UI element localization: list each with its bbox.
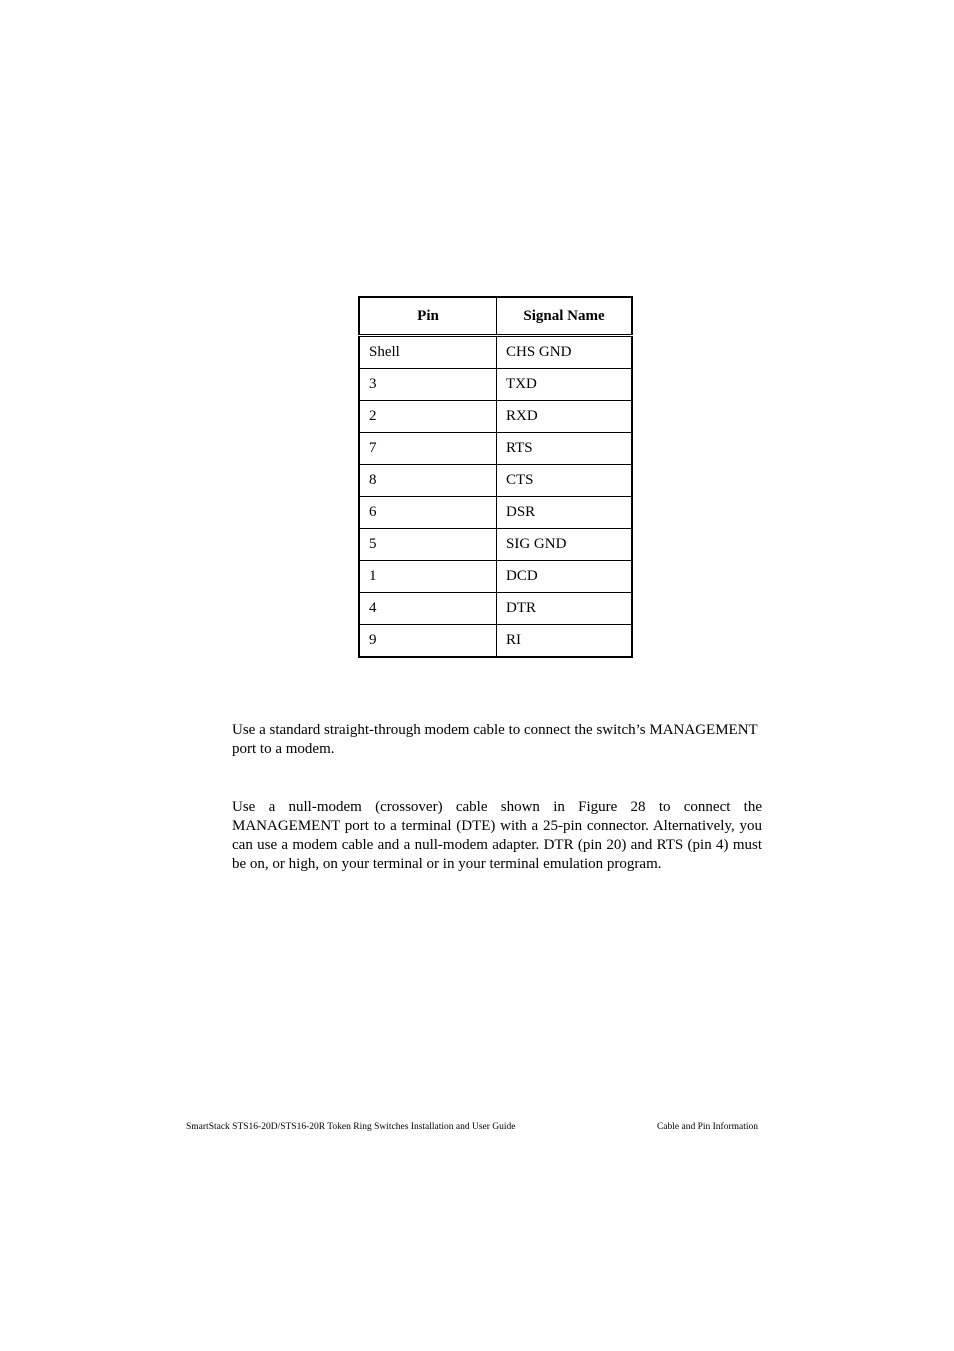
footer-chapter-title: Cable and Pin Information: [656, 1122, 758, 1132]
table-row: [359, 369, 632, 401]
signal-cell: RTS: [497, 433, 633, 465]
pin-cell: 3: [359, 369, 497, 401]
pin-cell: 8: [359, 465, 497, 497]
pin-cell: 2: [359, 401, 497, 433]
table-header-row: [359, 297, 632, 336]
pin-cell: 9: [359, 625, 497, 658]
pin-signal-table: [358, 296, 633, 658]
footer-document-title: SmartStack STS16-20D/STS16-20R Token Ring Switches Installation and User Guide: [186, 1122, 516, 1132]
table-row: [359, 529, 632, 561]
pin-cell: 5: [359, 529, 497, 561]
pin-cell: 7: [359, 433, 497, 465]
signal-cell: SIG GND: [497, 529, 633, 561]
table-row: [359, 497, 632, 529]
header-signal-name: Signal Name: [497, 297, 633, 336]
signal-cell: CHS GND: [497, 336, 633, 369]
signal-cell: DCD: [497, 561, 633, 593]
signal-cell: RXD: [497, 401, 633, 433]
table-row: [359, 433, 632, 465]
table-row: [359, 401, 632, 433]
modem-cable-paragraph: Use a standard straight-through modem cable to connect the switch’s MANAGEMENT port to a modem.: [232, 722, 758, 757]
signal-cell: TXD: [497, 369, 633, 401]
table-row: [359, 561, 632, 593]
header-pin: Pin: [359, 297, 497, 336]
signal-cell: CTS: [497, 465, 633, 497]
pin-cell: 1: [359, 561, 497, 593]
pin-cell: 4: [359, 593, 497, 625]
signal-cell: DTR: [497, 593, 633, 625]
pin-cell: Shell: [359, 336, 497, 369]
signal-cell: DSR: [497, 497, 633, 529]
terminal-cable-paragraph: Use a null-modem (crossover) cable shown in Figure 28 to connect the MANAGEMENT port to a terminal (DTE) with a 25-pin connector. Alternatively, you can use a modem cable and a null-modem adapter. DTR (pin 20) and RTS (pin 4) must be on, or high, on your terminal or in your terminal emulation program.: [232, 799, 762, 872]
pin-cell: 6: [359, 497, 497, 529]
table-row: [359, 593, 632, 625]
table-row: [359, 336, 632, 369]
signal-cell: RI: [497, 625, 633, 658]
table-row: [359, 625, 632, 658]
table-row: [359, 465, 632, 497]
